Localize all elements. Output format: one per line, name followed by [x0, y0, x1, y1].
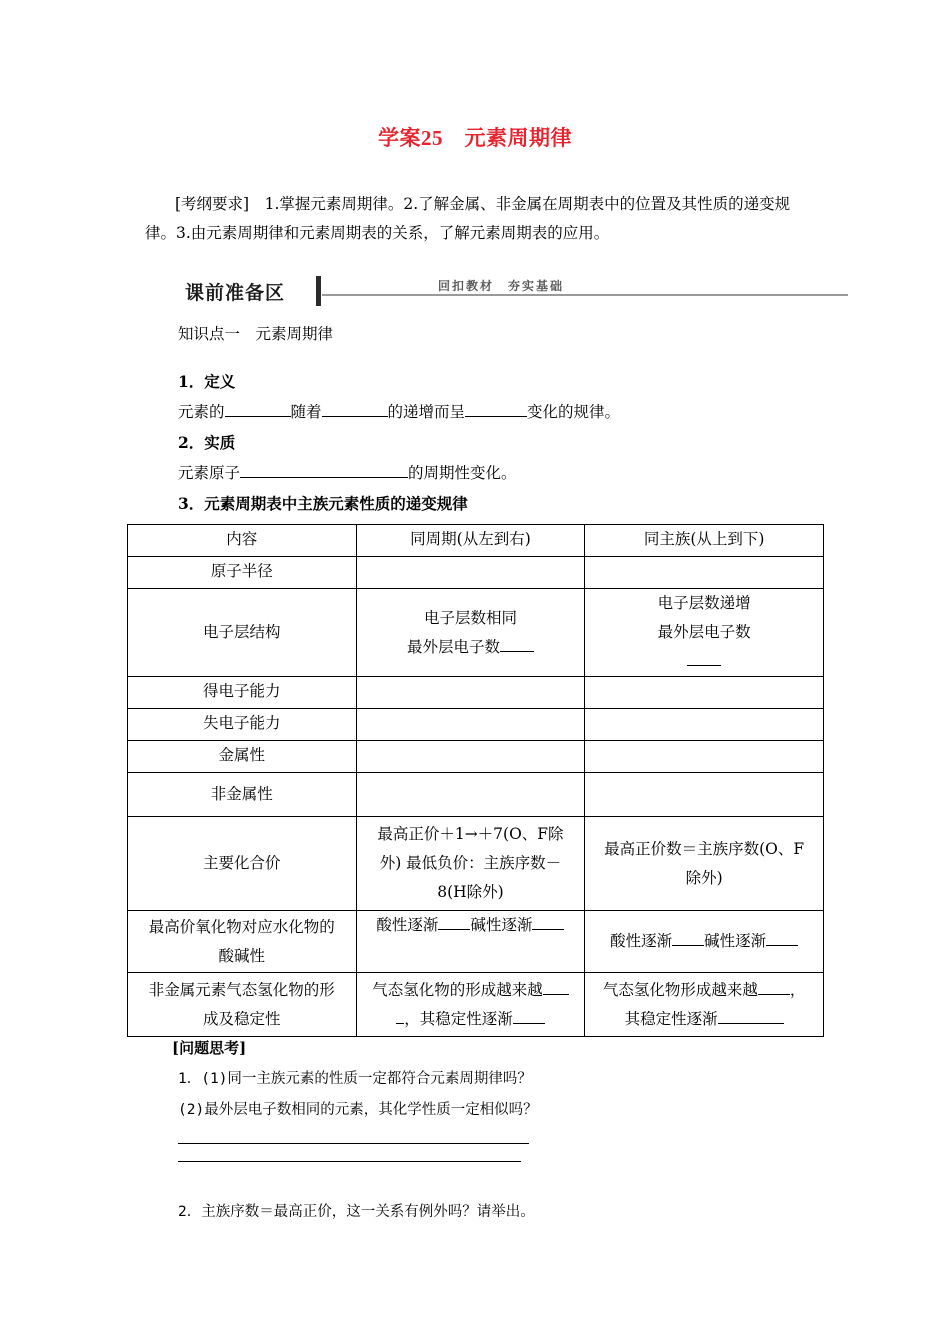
cell-line: 成及稳定性 [203, 1009, 281, 1028]
banner-subtitle: 回扣教材 夯实基础 [434, 277, 568, 294]
row-label: 电子层结构 [128, 589, 357, 677]
answer-cell[interactable] [356, 741, 585, 773]
properties-table [127, 524, 824, 1037]
answer-cell[interactable] [356, 557, 585, 589]
cell-line: 最高价氧化物对应水化物的 [148, 917, 335, 936]
cell-line: 外) 最低负价：主族序数－ [379, 854, 562, 872]
essence-text-a: 元素原子 [178, 464, 241, 482]
answer-cell[interactable] [585, 557, 824, 589]
row-label: 原子半径 [128, 557, 357, 589]
table-row [128, 709, 824, 741]
cell-line: 电子层数相同 [423, 608, 517, 627]
cell-line: 电子层数递增 [657, 594, 751, 612]
cell [585, 817, 824, 911]
question-1a: 1．(1)同一主族元素的性质一定都符合元素周期律吗？ [178, 1071, 532, 1087]
cell-line: 酸碱性 [218, 946, 266, 965]
question-1b: (2)最外层电子数相同的元素，其化学性质一定相似吗？ [178, 1102, 538, 1118]
cell [585, 973, 824, 1037]
blank[interactable] [532, 915, 564, 930]
table-row [128, 911, 824, 973]
row-label: 得电子能力 [128, 677, 357, 709]
answer-cell[interactable] [356, 677, 585, 709]
page-title: 学案25 元素周期律 [378, 126, 572, 150]
cell [356, 817, 585, 911]
question-2: 2．主族序数＝最高正价，这一关系有例外吗？请举出。 [178, 1204, 535, 1220]
cell [356, 589, 585, 677]
table-header-row [128, 525, 824, 557]
row-label [128, 973, 357, 1037]
section-1-heading: 1．定义 [178, 372, 236, 391]
answer-cell[interactable] [585, 709, 824, 741]
def-text-a: 元素的 [178, 403, 225, 421]
row-label: 金属性 [128, 741, 357, 773]
cell-text: 其稳定性逐渐 [624, 1009, 718, 1028]
blank[interactable] [500, 637, 534, 652]
cell-text: 气态氢化物形成越来越 [602, 980, 758, 999]
table-row [128, 557, 824, 589]
blank[interactable] [766, 931, 798, 946]
answer-line[interactable] [178, 1143, 529, 1144]
answer-line[interactable] [178, 1161, 521, 1162]
answer-cell[interactable] [585, 773, 824, 817]
essence-text-b: 的周期性变化。 [408, 464, 517, 482]
cell-line [361, 1005, 581, 1034]
blank[interactable] [687, 651, 721, 666]
table-row [128, 773, 824, 817]
section-banner [178, 275, 848, 307]
row-label: 失电子能力 [128, 709, 357, 741]
cell-text: 气态氢化物的形成越来越 [372, 980, 543, 999]
blank[interactable] [322, 402, 388, 417]
blank[interactable] [758, 980, 790, 995]
answer-cell[interactable] [585, 741, 824, 773]
blank[interactable] [465, 402, 527, 417]
blank[interactable] [513, 1009, 545, 1024]
banner-title: 课前准备区 [185, 282, 286, 304]
def-text-b: 随着 [290, 403, 322, 421]
section-2-heading: 2．实质 [178, 433, 236, 452]
cell [585, 911, 824, 973]
row-label: 非金属性 [128, 773, 357, 817]
cell [356, 973, 585, 1037]
cell-text: 最外层电子数 [406, 637, 500, 656]
essence-line [178, 461, 517, 483]
answer-cell[interactable] [356, 773, 585, 817]
header-cell: 同周期(从左到右) [356, 525, 585, 557]
cell-text: ， [789, 980, 806, 999]
cell-line: 除外) [685, 868, 723, 887]
exam-requirements: [考纲要求] 1.掌握元素周期律。2.了解金属、非金属在周期表中的位置及其性质的递变规律。3.由元素周期律和元素周期表的关系，了解元素周期表的应用。 [145, 195, 791, 242]
cell-line: 最高正价＋1→＋7(O、F除 [377, 825, 564, 843]
def-text-c: 的递增而呈 [387, 403, 466, 421]
table-row [128, 817, 824, 911]
header-cell: 同主族(从上到下) [585, 525, 824, 557]
cell-text: 酸性逐渐 [610, 932, 673, 950]
cell-line [589, 1005, 819, 1034]
definition-line [178, 400, 620, 422]
table-row [128, 741, 824, 773]
cell-line: 最高正价数＝主族序数(O、F [604, 839, 805, 858]
blank[interactable] [672, 931, 704, 946]
cell-line: 最外层电子数 [657, 623, 751, 641]
blank[interactable] [438, 915, 470, 930]
cell-line [589, 976, 819, 1005]
cell-text: ，其稳定性逐渐 [404, 1009, 513, 1028]
blank[interactable] [396, 1009, 404, 1024]
def-text-d: 变化的规律。 [527, 403, 621, 421]
banner-box [178, 275, 320, 305]
cell-line [361, 976, 581, 1005]
answer-cell[interactable] [585, 677, 824, 709]
cell-text: 酸性逐渐 [376, 916, 439, 934]
blank[interactable] [240, 463, 408, 478]
blank[interactable] [543, 980, 569, 995]
blank[interactable] [718, 1009, 784, 1024]
cell-text: 碱性逐渐 [470, 916, 533, 934]
knowledge-point: 知识点一 元素周期律 [178, 325, 334, 343]
section-3-heading: 3．元素周期表中主族元素性质的递变规律 [178, 494, 468, 513]
table-row [128, 973, 824, 1037]
cell [356, 911, 585, 973]
questions-heading: [问题思考] [172, 1039, 247, 1057]
blank[interactable] [225, 402, 291, 417]
cell-line [589, 647, 819, 676]
cell-line: 8(H除外) [437, 883, 504, 901]
table-row [128, 589, 824, 677]
banner-line [322, 294, 848, 296]
cell-line [361, 633, 581, 662]
banner-bar [316, 276, 321, 306]
cell [585, 589, 824, 677]
answer-cell[interactable] [356, 709, 585, 741]
header-cell: 内容 [128, 525, 357, 557]
cell-text: 碱性逐渐 [704, 932, 767, 950]
row-label [128, 911, 357, 973]
cell-line: 非金属元素气态氢化物的形 [148, 980, 335, 999]
table-row [128, 677, 824, 709]
row-label: 主要化合价 [128, 817, 357, 911]
